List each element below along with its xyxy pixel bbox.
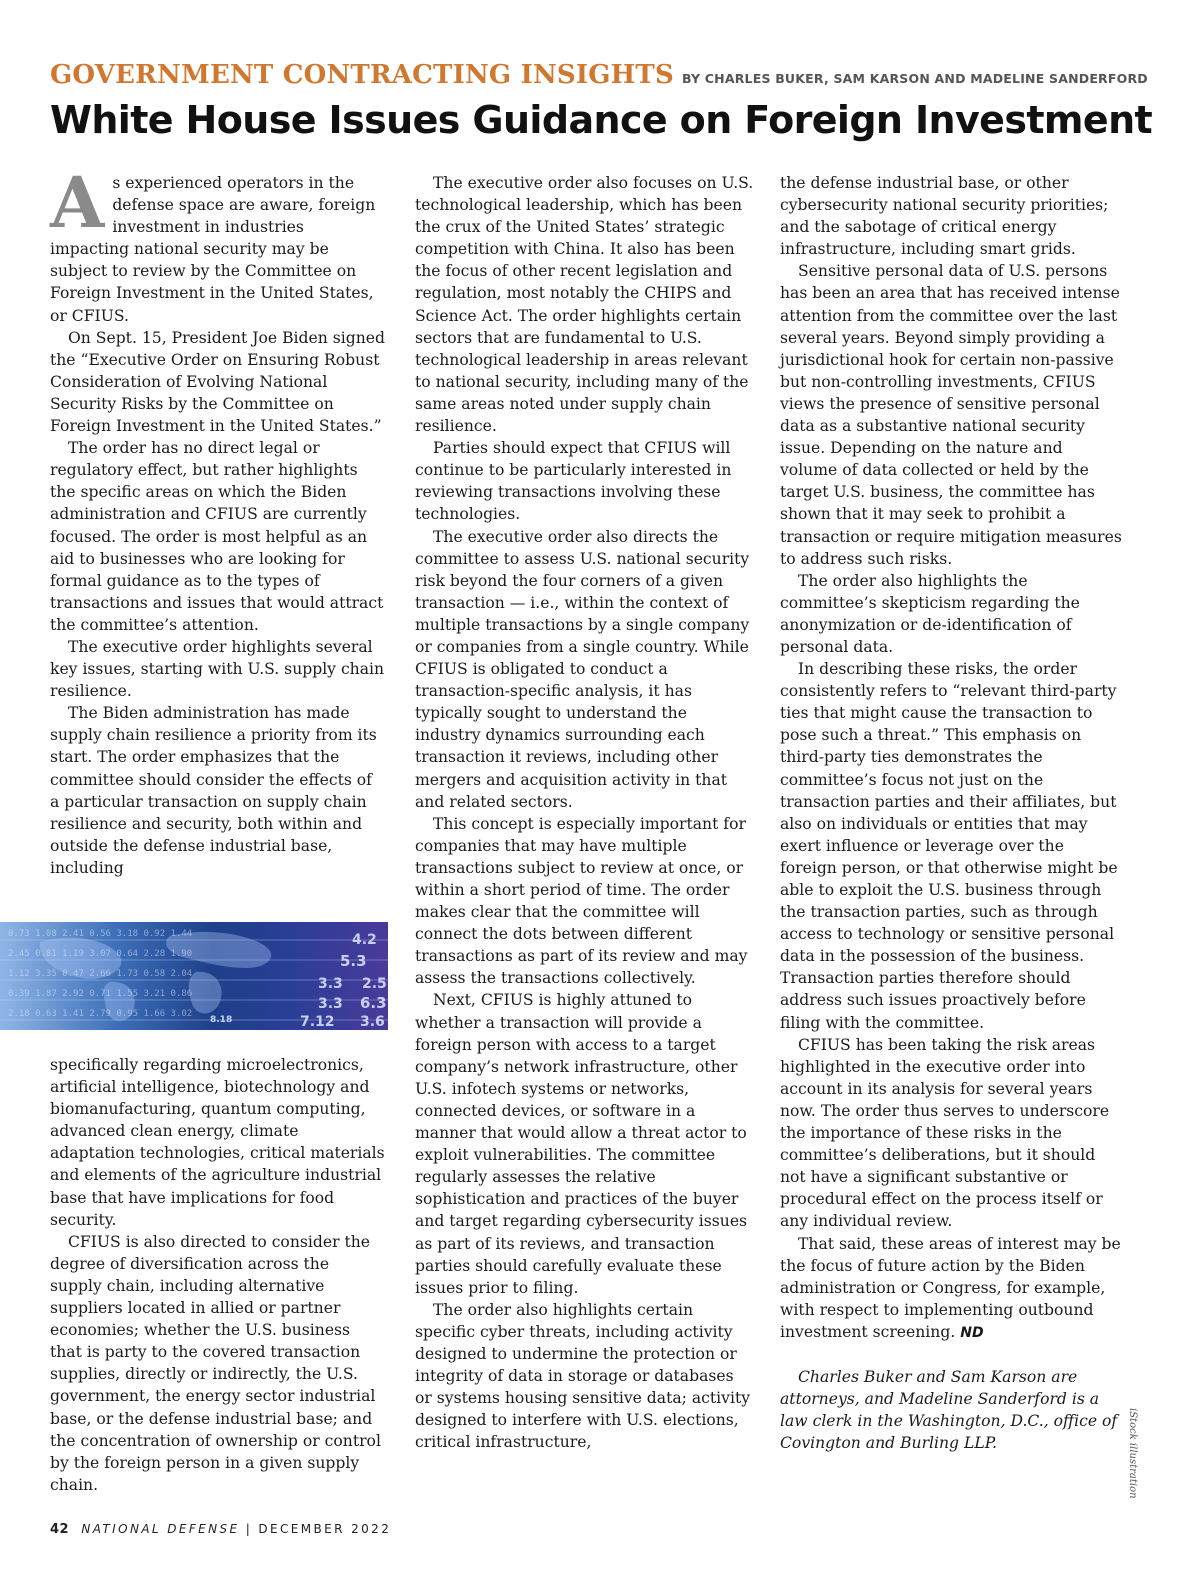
column-3 <box>780 172 1122 1454</box>
publication-name: NATIONAL DEFENSE <box>81 1522 240 1536</box>
column-1-top <box>50 161 385 879</box>
paragraph: The order has no direct legal or regulatory effect, but rather highlights the specific areas on which the Biden administration and CFIUS are currently focused. The order is most helpful as an aid to businesses who are looking for formal guidance as to the types of transactions and issues that would attract the committee’s attention. <box>50 439 384 634</box>
paragraph <box>50 161 385 327</box>
paragraph: Sensitive personal data of U.S. persons has been an area that has received intense attention from the committee over the last several years. Beyond simply providing a jurisdictional hook for certain non-passive but non-controlling investments, CFIUS views the presence of sensitive personal data as a substantive national security issue. Depending on the nature and volume of data collected or held by the target U.S. business, the committee has shown that it may seek to prohibit a transaction or require mitigation measures to address such risks. <box>780 262 1122 568</box>
author-bio: Charles Buker and Sam Karson are attorneys, and Madeline Sanderford is a law clerk in the Washington, D.C., office of Covington and Burling LLP. <box>780 1367 1118 1453</box>
drop-cap: A <box>50 161 105 244</box>
ticker-value: 3.3 <box>318 976 343 992</box>
article-header <box>50 58 1153 144</box>
ticker-value: 7.12 <box>300 1014 335 1030</box>
paragraph: The executive order also directs the committee to assess U.S. national security risk beyond the four corners of a given transaction — i.e., within the context of multiple transactions by a single company or companies from a single country. While CFIUS is obligated to conduct a transaction-specific analysis, it has typically sought to understand the industry dynamics surrounding each transaction it reviews, including other mergers and acquisition activity in that and related sectors. <box>415 527 750 811</box>
paragraph-text: s experienced operators in the defense space are aware, foreign investment in industries impacting national security may be subject to review by the Committee on Foreign Investment in the United States, or CFIUS. <box>50 174 376 325</box>
issue-date: DECEMBER 2022 <box>258 1522 392 1536</box>
paragraph-text: That said, these areas of interest may be the focus of future action by the Biden administration or Congress, for example, with respect to implementing outbound investment screening. <box>780 1234 1121 1341</box>
paragraph: CFIUS is also directed to consider the degree of diversification across the supply chain, including alternative suppliers located in allied or partner economies; whether the U.S. business that is party to the covered transaction supplies, directly or indirectly, the U.S. government, the energy sector industrial base, or the defense industrial base; and the concentration of ownership or control by the foreign person in a given supply chain. <box>50 1232 381 1494</box>
paragraph: Next, CFIUS is highly attuned to whether a transaction will provide a foreign person with access to a target company’s network infrastructure, other U.S. infotech systems or networks, connected devices, or software in a manner that would allow a threat actor to exploit vulnerabilities. The committee regularly assesses the relative sophistication and practices of the buyer and target regarding cybersecurity issues as part of its reviews, and transaction parties should carefully evaluate these issues prior to filing. <box>415 991 748 1297</box>
paragraph: The order also highlights certain specific cyber threats, including activity designed to undermine the protection or integrity of data in storage or databases or systems housing sensitive data; activity designed to interfere with U.S. elections, critical infrastructure, <box>415 1300 751 1452</box>
byline: BY CHARLES BUKER, SAM KARSON AND MADELINE SANDERFORD <box>681 71 1148 86</box>
page-footer <box>50 1522 391 1537</box>
column-1-bottom <box>50 1054 385 1496</box>
image-credit: iStock illustration <box>1127 1408 1138 1499</box>
ticker-value: 3.6 <box>360 1014 385 1030</box>
ticker-value: 6.3 <box>360 994 387 1012</box>
kicker-line <box>50 58 1148 94</box>
column-2 <box>415 172 755 1453</box>
svg-text:0.73 1.08 2.41 0.56 3.18 0.92: 0.73 1.08 2.41 0.56 3.18 0.92 1.44 <box>8 929 193 939</box>
svg-text:0.39 1.87 2.92 0.71 1.55 3.21: 0.39 1.87 2.92 0.71 1.55 3.21 0.86 <box>8 989 193 999</box>
paragraph: the defense industrial base, or other cybersecurity national security priorities; and the sabotage of critical energy infrastructure, including smart grids. <box>780 174 1109 259</box>
page-number: 42 <box>50 1522 70 1537</box>
ticker-value: 2.5 <box>362 976 387 992</box>
paragraph: specifically regarding microelectronics, artificial intelligence, biotechnology and biomanufacturing, quantum computing, advanced clean energy, climate adaptation technologies, critical materials and elements of the agriculture industrial base that have implications for food security. <box>50 1056 385 1229</box>
end-mark: ND <box>960 1324 984 1341</box>
paragraph: Parties should expect that CFIUS will continue to be particularly interested in reviewing transactions involving these technologies. <box>415 439 732 524</box>
footer-separator: | <box>245 1522 253 1536</box>
svg-text:2.18 0.63 1.41 2.79 0.95 1.66: 2.18 0.63 1.41 2.79 0.95 1.66 3.02 <box>8 1009 193 1019</box>
section-label: GOVERNMENT CONTRACTING INSIGHTS <box>50 60 674 90</box>
paragraph: On Sept. 15, President Joe Biden signed the “Executive Order on Ensuring Robust Consideration of Evolving National Security Risks by the Committee on Foreign Investment in the United States.” <box>50 328 385 436</box>
headline: White House Issues Guidance on Foreign Investment <box>50 98 1153 142</box>
ticker-value: 5.3 <box>340 952 367 970</box>
paragraph: The Biden administration has made supply chain resilience a priority from its start. The order emphasizes that the committee should consider the effects of a particular transaction on supply chain resilience and security, both within and outside the defense industrial base, including <box>50 704 377 877</box>
article-illustration <box>0 922 388 1030</box>
paragraph: In describing these risks, the order consistently refers to “relevant third-party ties that might cause the transaction to pose such a threat.” This emphasis on third-party ties demonstrates the committee’s focus not just on the transaction parties and their affiliates, but also on individuals or entities that may exert influence or leverage over the foreign person, or that otherwise might be able to exploit the U.S. business through the transaction parties, such as through access to technology or sensitive personal data in the possession of the business. Transaction parties therefore should address such issues proactively before filing with the committee. <box>780 660 1118 1032</box>
world-map-data-graphic <box>0 922 388 1030</box>
ticker-value: 3.3 <box>318 996 343 1012</box>
paragraph: CFIUS has been taking the risk areas highlighted in the executive order into account in its analysis for several years now. The order thus serves to underscore the importance of these risks in the committee’s deliberations, but it should not have a significant substantive or procedural effect on the process itself or any individual review. <box>780 1035 1110 1231</box>
paragraph: This concept is especially important for companies that may have multiple transactions subject to review at once, or within a short period of time. The order makes clear that the committee will connect the dots between different transactions as part of its review and may assess the transactions collectively. <box>415 814 748 988</box>
paragraph: The executive order highlights several key issues, starting with U.S. supply chain resilience. <box>50 637 385 701</box>
paragraph <box>780 1233 1122 1344</box>
ticker-value: 8.18 <box>210 1015 233 1025</box>
paragraph: The executive order also focuses on U.S. technological leadership, which has been the crux of the United States’ strategic competition with China. It also has been the focus of other recent legislation and regulation, most notably the CHIPS and Science Act. The order highlights certain sectors that are fundamental to U.S. technological leadership in areas relevant to national security, including many of the same areas noted under supply chain resilience. <box>415 174 754 436</box>
ticker-value: 4.2 <box>352 932 377 948</box>
svg-text:1.12 3.35 0.47 2.66 1.73 0.58: 1.12 3.35 0.47 2.66 1.73 0.58 2.04 <box>8 969 193 979</box>
paragraph: The order also highlights the committee’s skepticism regarding the anonymization or de-identification of personal data. <box>780 571 1080 656</box>
svg-text:2.45 0.81 1.19 3.07 0.64 2.28: 2.45 0.81 1.19 3.07 0.64 2.28 1.90 <box>8 949 193 959</box>
